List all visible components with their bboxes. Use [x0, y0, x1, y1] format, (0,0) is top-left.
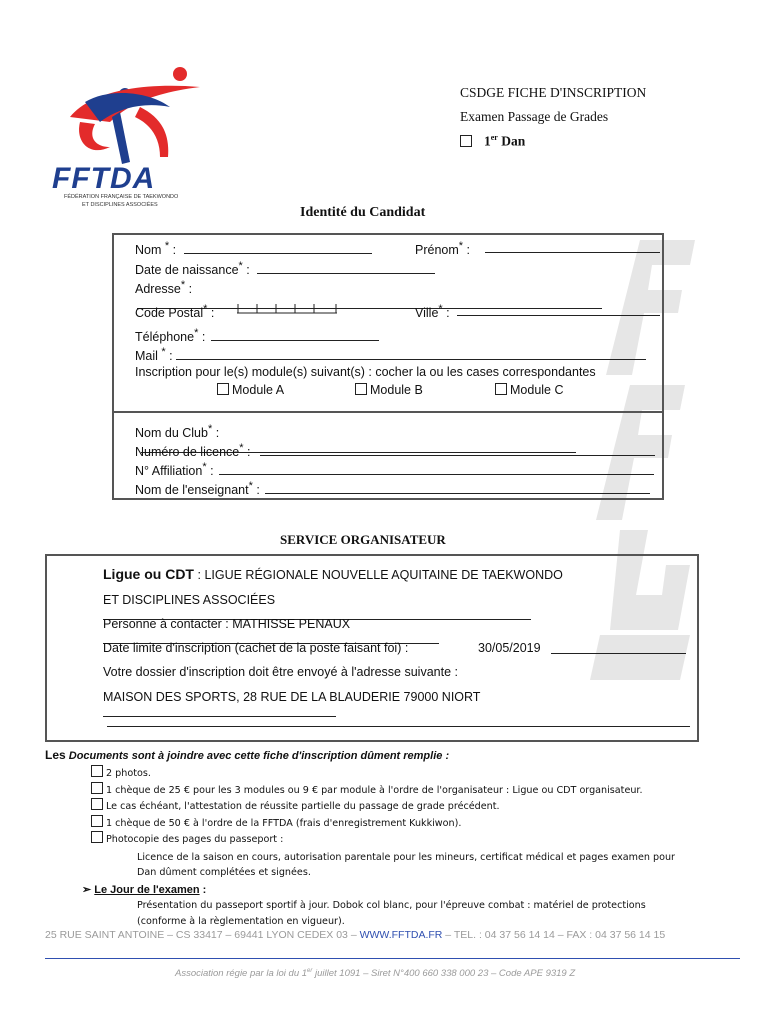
fighters-emblem-icon	[50, 62, 210, 172]
prenom-field[interactable]	[485, 240, 660, 253]
form-title: CSDGE FICHE D'INSCRIPTION	[460, 85, 647, 100]
logo-caption-1: FÉDÉRATION FRANÇAISE DE TAEKWONDO	[64, 194, 179, 200]
mail-label: Mail * :	[135, 346, 173, 364]
document-checkbox[interactable]	[91, 765, 103, 777]
affiliation-label: N° Affiliation* :	[135, 461, 214, 479]
ligue-value-continued: ET DISCIPLINES ASSOCIÉES	[103, 593, 276, 607]
document-item: Le cas échéant, l'attestation de réussite partielle du passage de grade précédent.	[91, 798, 711, 815]
module-b-option[interactable]: Module B	[355, 383, 423, 397]
document-item: 1 chèque de 25 € pour les 3 modules ou 9 € par module à l'ordre de l'organisateur : Ligue ou CDT organisateur.	[91, 782, 711, 799]
document-item: 2 photos.	[91, 765, 711, 782]
footer-divider	[45, 958, 740, 959]
module-c-option[interactable]: Module C	[495, 383, 564, 397]
module-b-checkbox[interactable]	[355, 383, 367, 395]
adresse-label: Adresse* :	[135, 279, 193, 297]
module-a-checkbox[interactable]	[217, 383, 229, 395]
logo-caption-2: ET DISCIPLINES ASSOCIÉES	[82, 202, 158, 208]
ville-field[interactable]	[457, 303, 660, 316]
date-naissance-label: Date de naissance* :	[135, 260, 250, 278]
exam-day-detail: Présentation du passeport sportif à jour. Dobok col blanc, pour l'épreuve combat : matériel de protections (conforme à la règlementation en vigueur).	[137, 900, 646, 927]
footer-legal: Association régie par la loi du 1er juillet 1091 – Siret N°400 660 338 000 23 – Code APE 9319 Z	[175, 968, 576, 980]
module-a-option[interactable]: Module A	[217, 383, 284, 397]
document-checkbox[interactable]	[91, 798, 103, 810]
ville-label: Ville* :	[415, 303, 450, 321]
fftda-logo	[50, 62, 210, 212]
envoi-address: MAISON DES SPORTS, 28 RUE DE LA BLAUDERIE 79000 NIORT	[103, 690, 481, 704]
envoi-instruction: Votre dossier d'inscription doit être envoyé à l'adresse suivante :	[103, 665, 458, 679]
date-limite-value: 30/05/2019	[478, 641, 541, 655]
exam-day-heading: ➢ Le Jour de l'examen :	[82, 884, 207, 896]
document-item: Photocopie des pages du passeport :	[91, 831, 711, 848]
module-c-checkbox[interactable]	[495, 383, 507, 395]
nom-label: Nom * :	[135, 240, 177, 258]
ligue-label: Ligue ou CDT	[103, 566, 194, 582]
nom-field[interactable]	[184, 241, 372, 254]
telephone-field[interactable]	[211, 328, 379, 341]
passport-detail: Licence de la saison en cours, autorisation parentale pour les mineurs, certificat médical et pages examen pour Dan dûment complétées et signées.	[137, 851, 675, 878]
form-subtitle: Examen Passage de Grades	[460, 109, 609, 124]
affiliation-field[interactable]	[219, 462, 654, 475]
date-limite-label: Date limite d'inscription (cachet de la poste faisant foi) :	[103, 641, 409, 655]
document-checkbox[interactable]	[91, 831, 103, 843]
grade-checkbox[interactable]	[460, 135, 472, 147]
date-limite-line	[551, 641, 686, 654]
date-naissance-field[interactable]	[257, 261, 435, 274]
enseignant-field[interactable]	[265, 481, 650, 494]
numero-licence-field[interactable]	[260, 443, 655, 456]
prenom-label: Prénom* :	[415, 240, 471, 258]
contact-person: Personne à contacter : MATHISSE PENAUX	[103, 617, 351, 631]
modules-instruction: Inscription pour le(s) module(s) suivant(s) : cocher la ou les cases correspondantes	[135, 365, 596, 379]
website-link[interactable]: WWW.FFTDA.FR	[359, 929, 443, 941]
document-checkbox[interactable]	[91, 815, 103, 827]
arrow-bullet-icon: ➢	[82, 884, 95, 896]
documents-heading: Les Documents sont à joindre avec cette fiche d'inscription dûment remplie :	[45, 748, 450, 762]
address-line-2	[107, 714, 690, 727]
enseignant-label: Nom de l'enseignant* :	[135, 480, 260, 498]
numero-licence-label: Numéro de licence* :	[135, 442, 251, 460]
service-section-title: SERVICE ORGANISATEUR	[280, 532, 446, 547]
document-item: 1 chèque de 50 € à l'ordre de la FFTDA (frais d'enregistrement Kukkiwon).	[91, 815, 711, 832]
grade-option: 1er Dan	[460, 133, 646, 150]
ligue-value: LIGUE RÉGIONALE NOUVELLE AQUITAINE DE TAEKWONDO	[204, 568, 563, 582]
code-postal-field[interactable]	[237, 301, 337, 315]
candidate-section-title: Identité du Candidat	[300, 205, 426, 220]
logo-wordmark: FFTDA	[52, 162, 156, 195]
code-postal-label: Code Postal* :	[135, 303, 215, 321]
telephone-label: Téléphone* :	[135, 327, 206, 345]
footer-address: 25 RUE SAINT ANTOINE – CS 33417 – 69441 LYON CEDEX 03 – WWW.FFTDA.FR – TEL. : 04 37 56 14 14 – FAX : 04 37 56 14 15	[45, 929, 666, 941]
mail-field[interactable]	[176, 347, 646, 360]
nom-club-label: Nom du Club* :	[135, 423, 220, 441]
document-checkbox[interactable]	[91, 782, 103, 794]
